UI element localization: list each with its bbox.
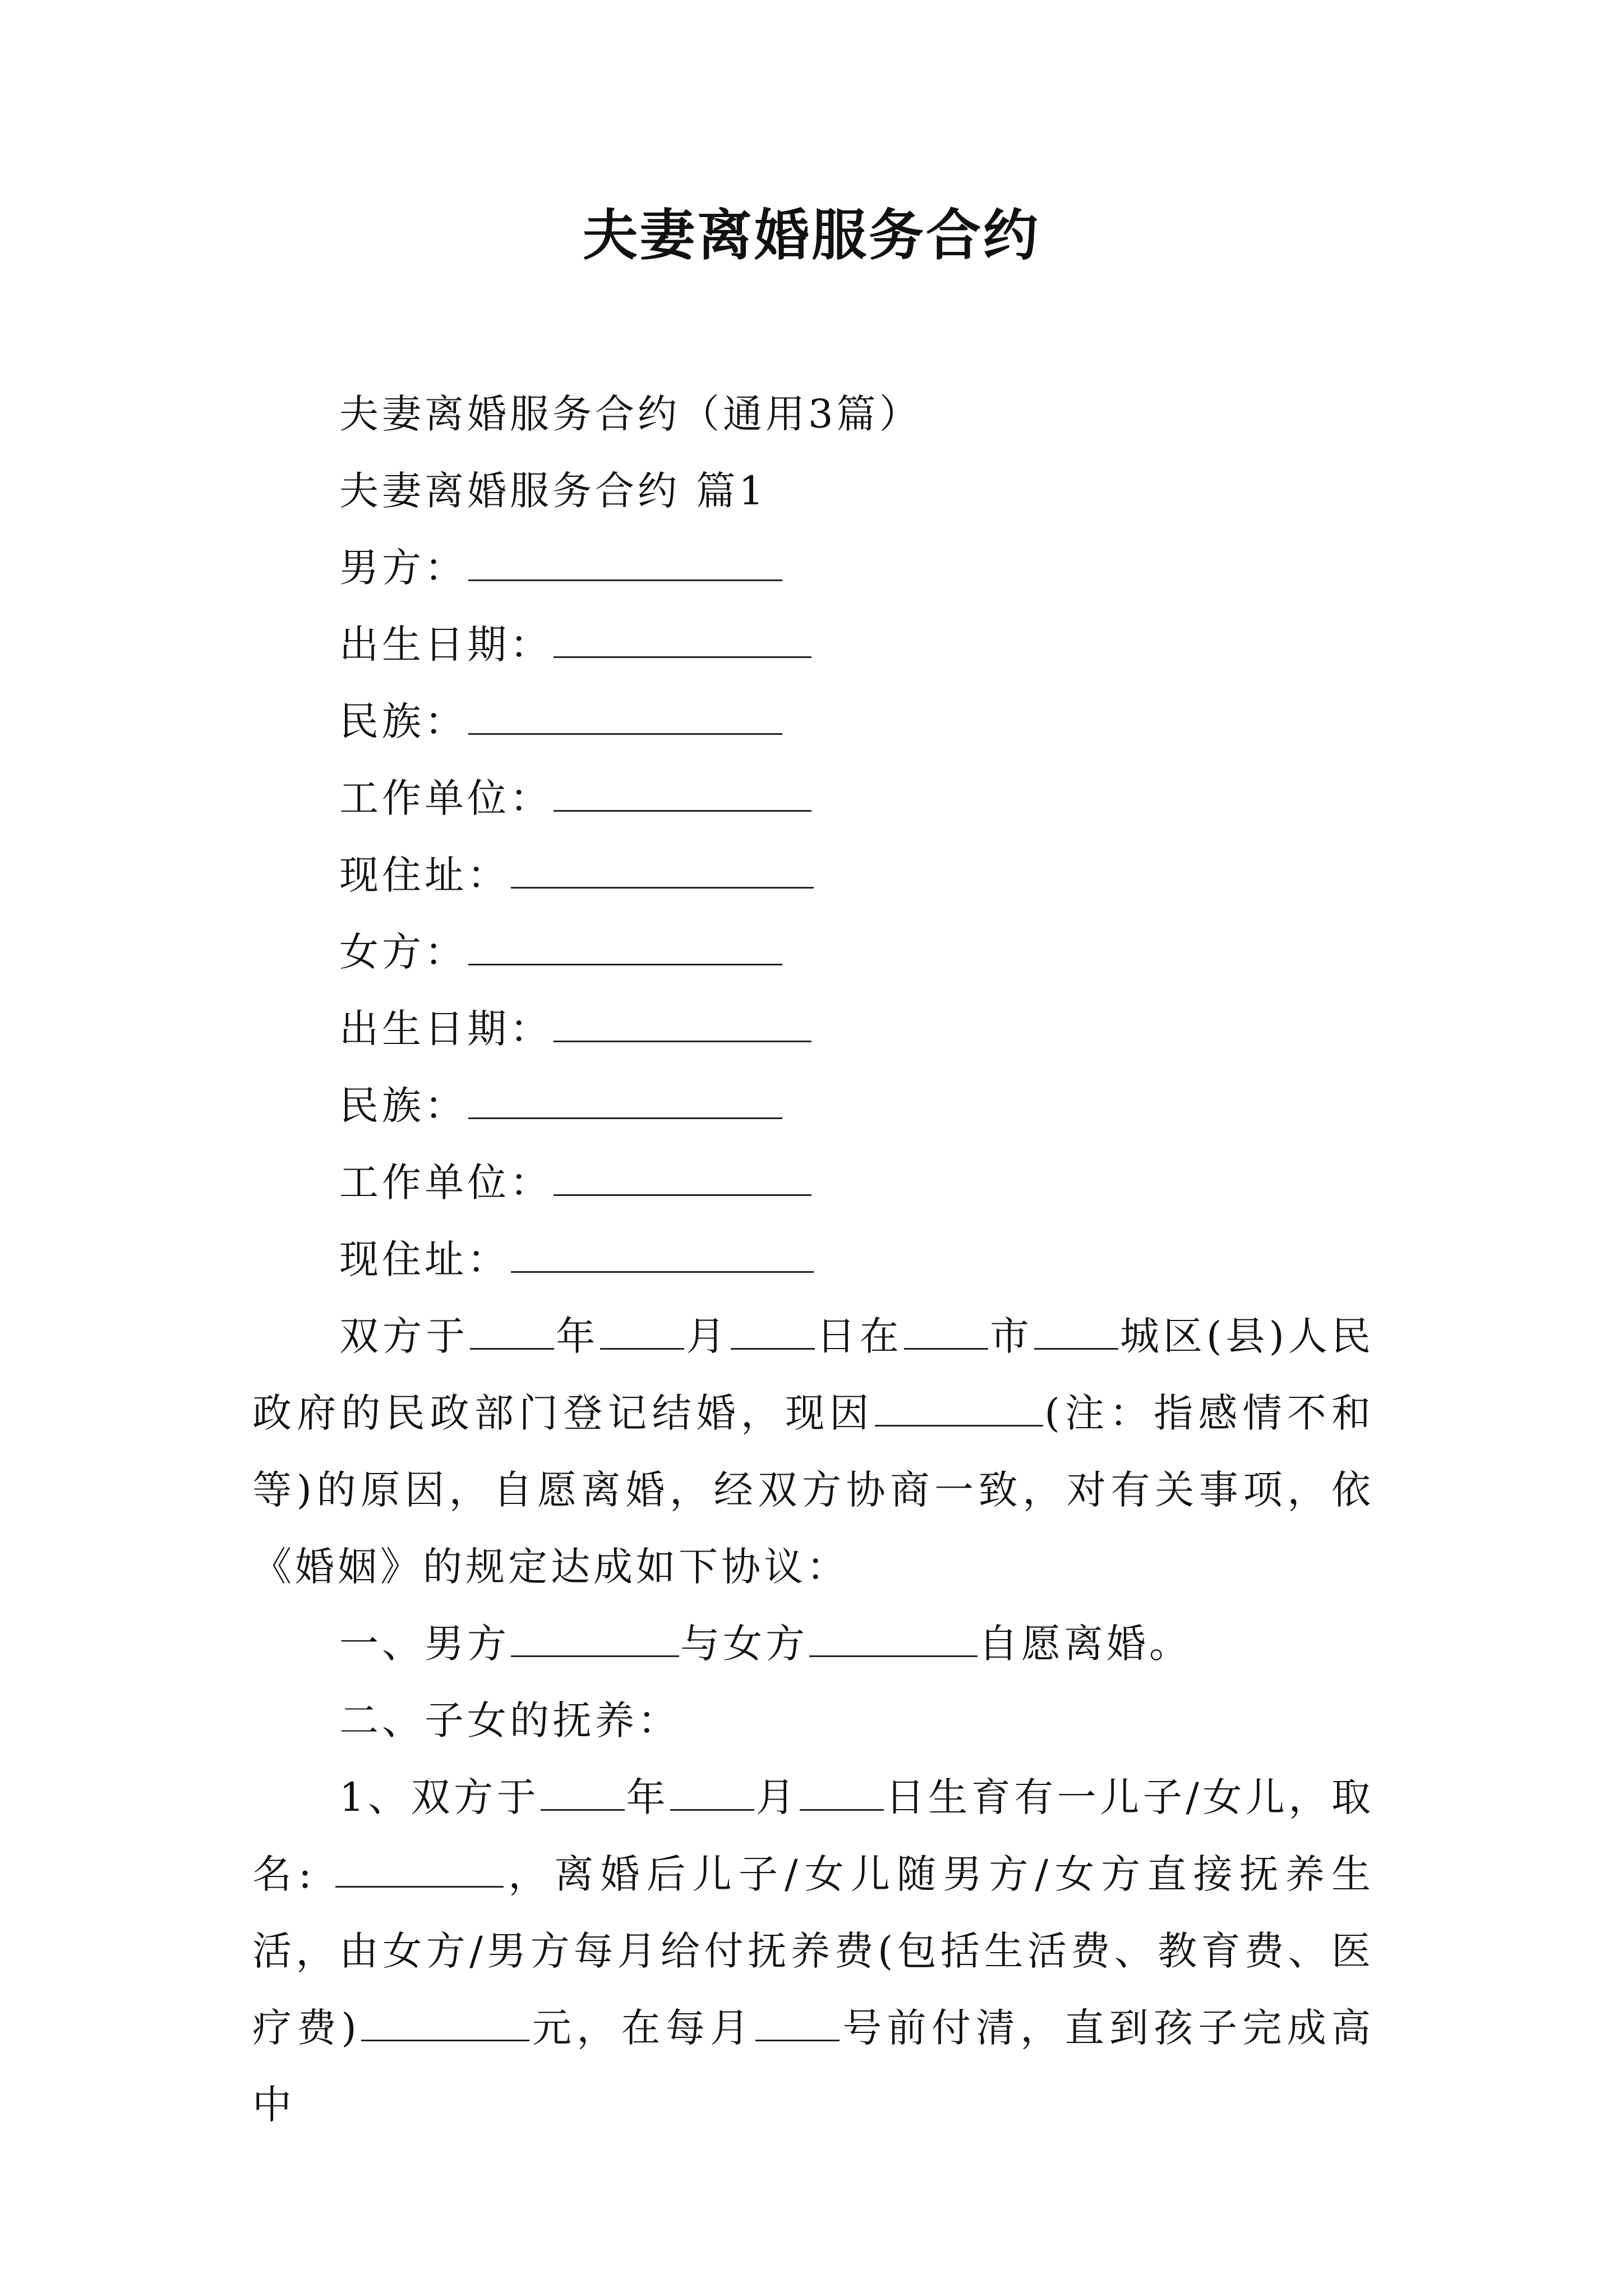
field-label: 现住址： <box>339 852 510 898</box>
document-subtitle: 夫妻离婚服务合约（通用3篇） <box>339 391 922 437</box>
field-female <box>252 914 1374 991</box>
text-run: 年 <box>626 1774 670 1820</box>
document-title: 夫妻离婚服务合约 <box>582 203 1040 268</box>
fill-blank <box>1034 1309 1118 1350</box>
text-run: 年 <box>555 1313 600 1359</box>
field-label: 民族： <box>339 1083 467 1129</box>
fill-blank <box>554 1155 811 1196</box>
field-female-birthdate <box>252 991 1374 1068</box>
field-male <box>252 530 1374 606</box>
fill-blank <box>468 540 782 581</box>
text-run: 元，在每月 <box>530 2005 755 2051</box>
fill-blank <box>470 1309 554 1350</box>
field-female-ethnicity <box>252 1068 1374 1144</box>
document-body <box>252 376 1374 2143</box>
text-run: 双方于 <box>339 1313 469 1359</box>
text-run: 月 <box>685 1313 730 1359</box>
fill-blank <box>468 694 782 735</box>
field-label: 现住址： <box>339 1236 510 1282</box>
text-run: 号前付清，直到孩子完成高中 <box>252 2005 1374 2128</box>
text-run: 月 <box>755 1774 799 1820</box>
field-label: 女方： <box>339 929 467 975</box>
field-male-employer <box>252 760 1374 837</box>
paragraph-child-custody <box>252 1759 1374 2143</box>
fill-blank <box>511 1616 679 1657</box>
field-label: 出生日期： <box>339 1006 552 1052</box>
text-run: 日在 <box>815 1313 903 1359</box>
fill-blank <box>875 1386 1043 1427</box>
field-male-birthdate <box>252 606 1374 683</box>
field-label: 出生日期： <box>339 622 552 668</box>
fill-blank <box>468 924 782 965</box>
fill-blank <box>335 1847 504 1888</box>
fill-blank <box>468 1078 782 1119</box>
fill-blank <box>904 1309 988 1350</box>
field-label: 民族： <box>339 698 467 744</box>
text-run: (注：指感情不和等)的原因，自愿离婚，经双方协商一致，对有关事项，依《婚姻》的规定达成如下协议： <box>252 1390 1375 1590</box>
field-label: 男方： <box>339 545 467 591</box>
text-run: 市 <box>989 1313 1033 1359</box>
clause-two-heading: 二、子女的抚养： <box>339 1697 680 1743</box>
fill-blank <box>361 2000 529 2041</box>
fill-blank <box>511 848 814 889</box>
fill-blank <box>554 617 811 658</box>
text-run: 自愿离婚。 <box>979 1621 1192 1667</box>
fill-blank <box>554 771 811 812</box>
text-run: 一、男方 <box>339 1621 510 1667</box>
field-label: 工作单位： <box>339 1159 552 1205</box>
fill-blank <box>511 1232 814 1273</box>
field-female-address <box>252 1221 1374 1298</box>
fill-blank <box>541 1770 625 1811</box>
section-heading: 夫妻离婚服务合约 篇1 <box>339 468 767 514</box>
fill-blank <box>809 1616 978 1657</box>
text-run: ，离婚后儿子/女儿随男方/女方直接抚养生活，由女方/男方每月给付抚养费(包括生活费、教育费、医疗费) <box>252 1851 1374 2051</box>
fill-blank <box>600 1309 684 1350</box>
field-label: 工作单位： <box>339 775 552 821</box>
field-male-ethnicity <box>252 683 1374 760</box>
text-run: 城区(县)人民政府的民政部门登记结婚，现因 <box>252 1313 1375 1436</box>
text-run: 1、双方于 <box>339 1774 540 1820</box>
fill-blank <box>800 1770 884 1811</box>
paragraph-marriage-registration <box>252 1298 1374 1605</box>
fill-blank <box>731 1309 815 1350</box>
fill-blank <box>554 1001 811 1042</box>
text-run: 与女方 <box>680 1621 808 1667</box>
clause-one <box>252 1605 1374 1682</box>
text-run: 日生育有一儿子/女儿，取名: <box>252 1774 1375 1897</box>
fill-blank <box>755 2000 840 2041</box>
field-male-address <box>252 837 1374 914</box>
field-female-employer <box>252 1144 1374 1221</box>
fill-blank <box>670 1770 754 1811</box>
